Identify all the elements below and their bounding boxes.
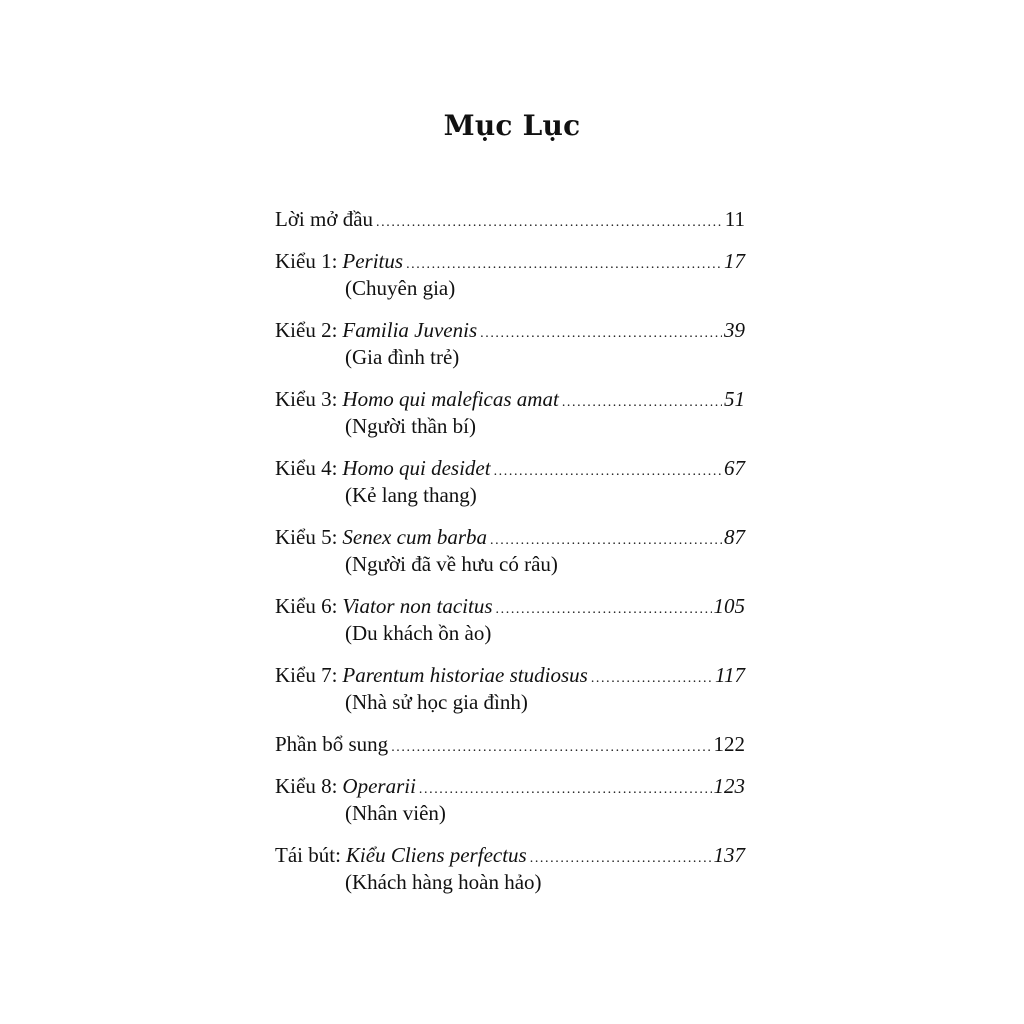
toc-entry-latin-title: Homo qui desidet: [342, 456, 491, 480]
toc-entry-subtitle: (Gia đình trẻ): [345, 345, 460, 369]
toc-entry-row: [275, 593, 745, 620]
toc-entry-row: [275, 317, 745, 344]
toc-entry-row: [275, 386, 745, 413]
toc-entry-row: [275, 248, 745, 275]
leader-dots: [490, 527, 722, 554]
toc-entry-subtitle: (Người đã về hưu có râu): [345, 552, 558, 576]
leader-dots: [530, 845, 712, 872]
toc-page-number: 117: [715, 663, 745, 687]
toc-entry-label: Kiểu 7:: [275, 663, 338, 687]
leader-dots: [419, 776, 712, 803]
leader-dots: [591, 665, 713, 692]
toc-entry-latin-title: Familia Juvenis: [342, 318, 478, 342]
toc-entry-subtitle: (Chuyên gia): [345, 276, 456, 300]
toc-entry-label: Phần bổ sung: [275, 732, 389, 756]
toc-page-number: 137: [713, 843, 745, 867]
toc-entry-subtitle: (Người thần bí): [345, 414, 476, 438]
toc-entry-latin-title: Homo qui maleficas amat: [342, 387, 559, 411]
toc-entry-row: [275, 662, 745, 689]
toc-page-number: 67: [724, 456, 745, 480]
toc-entry-postscript: [275, 842, 745, 895]
toc-entry-supplement: [275, 731, 745, 758]
leader-dots: [496, 596, 712, 623]
toc-entry-label: Kiểu 1:: [275, 249, 338, 273]
toc-entry-type-6: [275, 593, 745, 646]
toc-entry-label: Lời mở đầu: [275, 207, 374, 231]
toc-entry-type-5: [275, 524, 745, 577]
toc-entry-foreword: [275, 206, 745, 233]
toc-entry-latin-title: Parentum historiae studiosus: [342, 663, 588, 687]
page-title: Mục Lục: [443, 109, 581, 142]
toc-entry-subtitle: (Du khách ồn ào): [345, 621, 492, 645]
leader-dots: [391, 734, 711, 761]
toc-entry-subtitle: (Nhân viên): [345, 801, 446, 825]
leader-dots: [480, 320, 722, 347]
toc-entry-row: [275, 773, 745, 800]
toc-page-number: 123: [713, 774, 745, 798]
toc-entry-label: Kiểu 8:: [275, 774, 338, 798]
toc-entry-label: Kiểu 6:: [275, 594, 338, 618]
toc-entry-subtitle: (Kẻ lang thang): [345, 483, 477, 507]
toc-entry-label: Kiểu 5:: [275, 525, 338, 549]
toc-entry-latin-title: Operarii: [342, 774, 416, 798]
toc-entry-row: [275, 842, 745, 869]
leader-dots: [406, 251, 722, 278]
toc-entry-latin-title: Viator non tacitus: [342, 594, 493, 618]
leader-dots: [376, 209, 723, 236]
toc-entry-type-7: [275, 662, 745, 715]
toc-entry-type-4: [275, 455, 745, 508]
toc-entry-latin-title: Senex cum barba: [342, 525, 488, 549]
toc-page-number: 122: [713, 732, 745, 756]
toc-entry-row: [275, 206, 745, 233]
toc-entry-row: [275, 731, 745, 758]
toc-page-number: 105: [713, 594, 745, 618]
toc-entry-type-1: [275, 248, 745, 301]
toc-entry-label: Kiểu 2:: [275, 318, 338, 342]
toc-entry-type-3: [275, 386, 745, 439]
toc-entry-latin-title: Kiểu Cliens perfectus: [345, 843, 527, 867]
table-of-contents: [275, 206, 745, 911]
toc-page-number: 17: [724, 249, 745, 273]
toc-entry-subtitle: (Khách hàng hoàn hảo): [345, 870, 542, 894]
toc-entry-label: Tái bút:: [275, 843, 341, 867]
toc-entry-type-2: [275, 317, 745, 370]
leader-dots: [562, 389, 722, 416]
toc-entry-subtitle: (Nhà sử học gia đình): [345, 690, 528, 714]
toc-entry-label: Kiểu 4:: [275, 456, 338, 480]
toc-entry-row: [275, 524, 745, 551]
toc-entry-label: Kiểu 3:: [275, 387, 338, 411]
toc-page-number: 51: [724, 387, 745, 411]
toc-entry-row: [275, 455, 745, 482]
toc-page-number: 11: [724, 207, 745, 231]
toc-entry-latin-title: Peritus: [342, 249, 404, 273]
toc-page-number: 87: [724, 525, 745, 549]
leader-dots: [494, 458, 722, 485]
toc-page-number: 39: [724, 318, 745, 342]
toc-entry-type-8: [275, 773, 745, 826]
